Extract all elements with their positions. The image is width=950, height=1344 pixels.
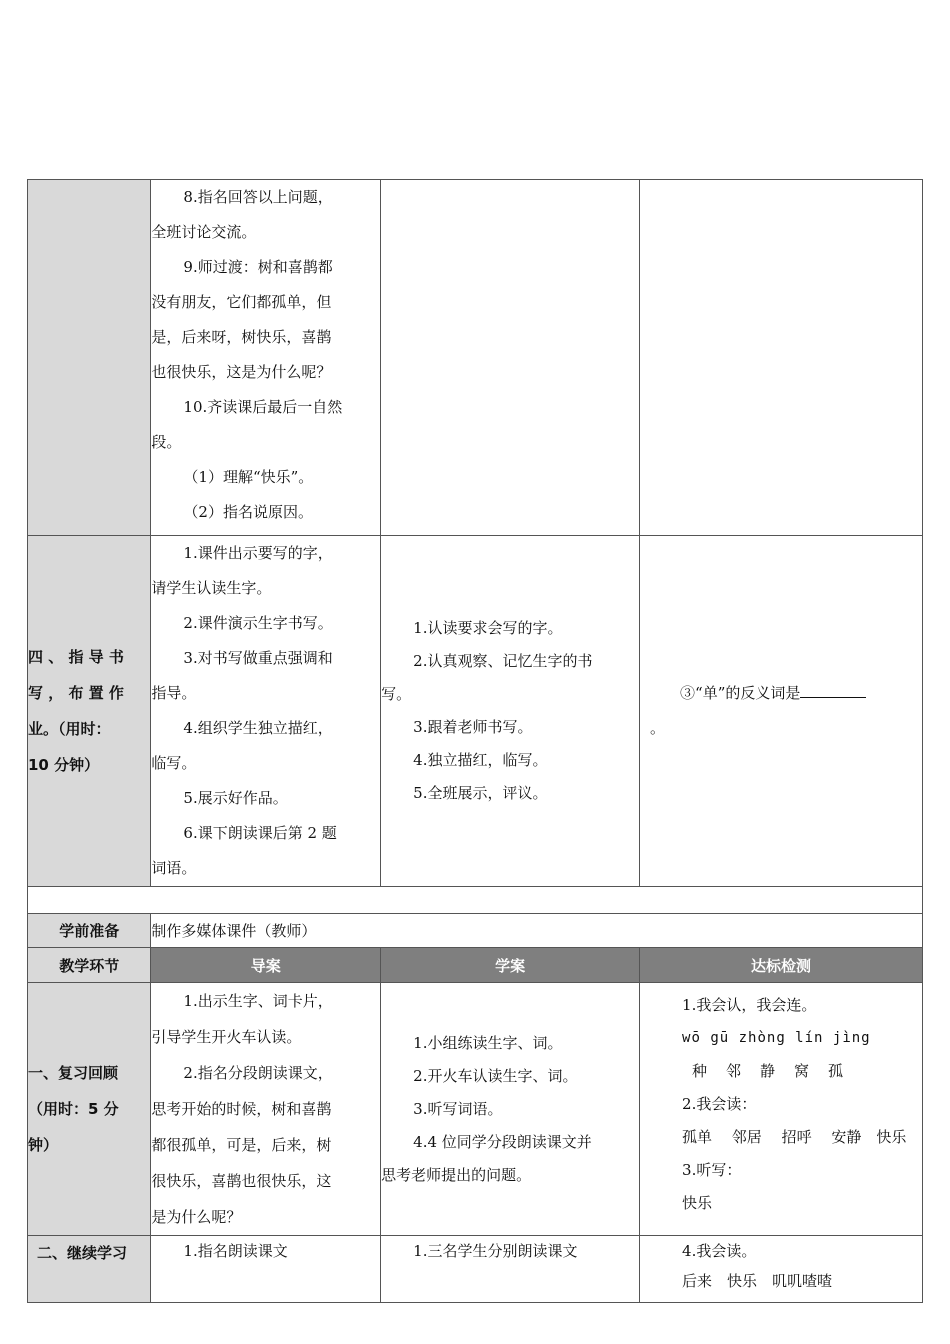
section4-check-cell bbox=[640, 536, 923, 887]
header-guide: 导案 bbox=[151, 948, 381, 983]
words-line: 后来 快乐 叽叽喳喳 bbox=[682, 1272, 833, 1290]
check-question: 4.我会读。 bbox=[682, 1242, 757, 1260]
continuation-study-cell bbox=[381, 180, 640, 536]
guide-line: 10.齐读课后最后一自然 bbox=[183, 398, 343, 416]
continuation-check-cell bbox=[640, 180, 923, 536]
section4-label-line: 四 、 指 导 书 bbox=[28, 648, 124, 666]
continuation-row bbox=[28, 180, 923, 536]
section4-study-cell bbox=[381, 536, 640, 887]
header-stage-label: 教学环节 bbox=[28, 948, 151, 983]
section2-label: 二、继续学习 bbox=[28, 1236, 151, 1303]
guide-line: 2.课件演示生字书写。 bbox=[183, 614, 333, 632]
antonym-question: ③“单”的反义词是 bbox=[680, 684, 801, 702]
guide-line: 思考开始的时候，树和喜鹊 bbox=[151, 1100, 332, 1118]
study-line: 3.听写词语。 bbox=[413, 1099, 503, 1118]
words-line: 孤单 邻居 招呼 安静 快乐 bbox=[682, 1128, 907, 1146]
guide-line: 临写。 bbox=[151, 754, 197, 772]
study-line: 1.三名学生分别朗读课文 bbox=[413, 1242, 578, 1260]
guide-line: （1）理解“快乐”。 bbox=[183, 468, 314, 486]
section2-row bbox=[28, 1236, 923, 1303]
guide-line: 没有朋友，它们都孤单，但 bbox=[151, 293, 332, 311]
guide-line: 词语。 bbox=[151, 859, 197, 877]
guide-line: 全班讨论交流。 bbox=[151, 223, 257, 241]
guide-line: 4.组织学生独立描红， bbox=[183, 719, 333, 737]
header-check: 达标检测 bbox=[640, 948, 923, 983]
check-line bbox=[650, 676, 922, 711]
section2-check-cell bbox=[640, 1236, 923, 1303]
study-line: 3.跟着老师书写。 bbox=[413, 718, 533, 736]
guide-line: 1.课件出示要写的字， bbox=[183, 544, 333, 562]
guide-line: 1.指名朗读课文 bbox=[183, 1242, 288, 1260]
guide-line: 1.出示生字、词卡片， bbox=[183, 992, 333, 1010]
pinyin-line: wō gū zhòng lín jìng bbox=[682, 1030, 871, 1046]
spacer-row bbox=[28, 887, 923, 914]
guide-line: 3.对书写做重点强调和 bbox=[183, 649, 333, 667]
section1-guide-cell bbox=[151, 983, 381, 1236]
prep-label: 学前准备 bbox=[28, 914, 151, 948]
check-question: 2.我会读： bbox=[682, 1095, 757, 1113]
guide-line: 都很孤单，可是，后来，树 bbox=[151, 1136, 332, 1154]
study-line: 写。 bbox=[381, 685, 412, 703]
check-line: 。 bbox=[650, 719, 666, 737]
section4-label-line: 10 分钟） bbox=[28, 756, 100, 774]
study-line: 5.全班展示，评议。 bbox=[413, 784, 548, 802]
char-line: 种 邻 静 窝 孤 bbox=[692, 1062, 846, 1080]
section1-label-line: 钟） bbox=[28, 1136, 59, 1154]
section4-label-line: 写 ， 布 置 作 bbox=[28, 684, 124, 702]
guide-line: （2）指名说原因。 bbox=[183, 503, 313, 521]
guide-line: 9.师过渡：树和喜鹊都 bbox=[183, 258, 333, 276]
continuation-label-cell bbox=[28, 180, 151, 536]
guide-line: 也很快乐，这是为什么呢？ bbox=[151, 363, 332, 381]
study-line: 思考老师提出的问题。 bbox=[381, 1165, 532, 1184]
section2-guide-cell bbox=[151, 1236, 381, 1303]
guide-line: 是，后来呀，树快乐，喜鹊 bbox=[151, 328, 332, 346]
guide-line: 8.指名回答以上问题， bbox=[183, 188, 333, 206]
guide-line: 指导。 bbox=[151, 684, 197, 702]
prep-value: 制作多媒体课件（教师） bbox=[151, 914, 923, 948]
lesson-plan-table bbox=[27, 179, 923, 1303]
study-line: 1.认读要求会写的字。 bbox=[413, 619, 563, 637]
spacer-cell bbox=[28, 887, 923, 914]
study-line: 2.认真观察、记忆生字的书 bbox=[413, 652, 593, 670]
header-study: 学案 bbox=[381, 948, 640, 983]
guide-line: 2.指名分段朗读课文， bbox=[183, 1064, 333, 1082]
section1-row bbox=[28, 983, 923, 1236]
guide-line: 段。 bbox=[151, 433, 182, 451]
guide-line: 5.展示好作品。 bbox=[183, 789, 288, 807]
study-line: 4.4 位同学分段朗读课文并 bbox=[413, 1132, 592, 1151]
check-question: 1.我会认，我会连。 bbox=[682, 996, 817, 1014]
section1-label-line: 一、复习回顾 bbox=[28, 1064, 119, 1082]
section2-study-cell bbox=[381, 1236, 640, 1303]
section4-label-line: 业。（用时： bbox=[28, 720, 111, 738]
section4-label bbox=[28, 536, 151, 887]
guide-line: 引导学生开火车认读。 bbox=[151, 1028, 302, 1046]
check-question: 3.听写： bbox=[682, 1161, 742, 1179]
guide-line: 请学生认读生字。 bbox=[151, 579, 272, 597]
answer-blank bbox=[800, 683, 866, 698]
section1-label bbox=[28, 983, 151, 1236]
study-line: 4.独立描红，临写。 bbox=[413, 751, 548, 769]
prep-row bbox=[28, 914, 923, 948]
study-line: 1.小组练读生字、词。 bbox=[413, 1033, 563, 1052]
continuation-guide-cell bbox=[151, 180, 381, 536]
dictation-line: 快乐 bbox=[682, 1194, 713, 1212]
section1-check-cell bbox=[640, 983, 923, 1236]
section1-label-line: （用时：5 分 bbox=[28, 1100, 119, 1118]
section1-study-cell bbox=[381, 983, 640, 1236]
table-header-row bbox=[28, 948, 923, 983]
section4-guide-cell bbox=[151, 536, 381, 887]
study-line: 2.开火车认读生字、词。 bbox=[413, 1066, 578, 1085]
guide-line: 是为什么呢？ bbox=[151, 1208, 242, 1226]
section4-row bbox=[28, 536, 923, 887]
guide-line: 6.课下朗读课后第 2 题 bbox=[183, 824, 337, 842]
guide-line: 很快乐，喜鹊也很快乐，这 bbox=[151, 1172, 332, 1190]
